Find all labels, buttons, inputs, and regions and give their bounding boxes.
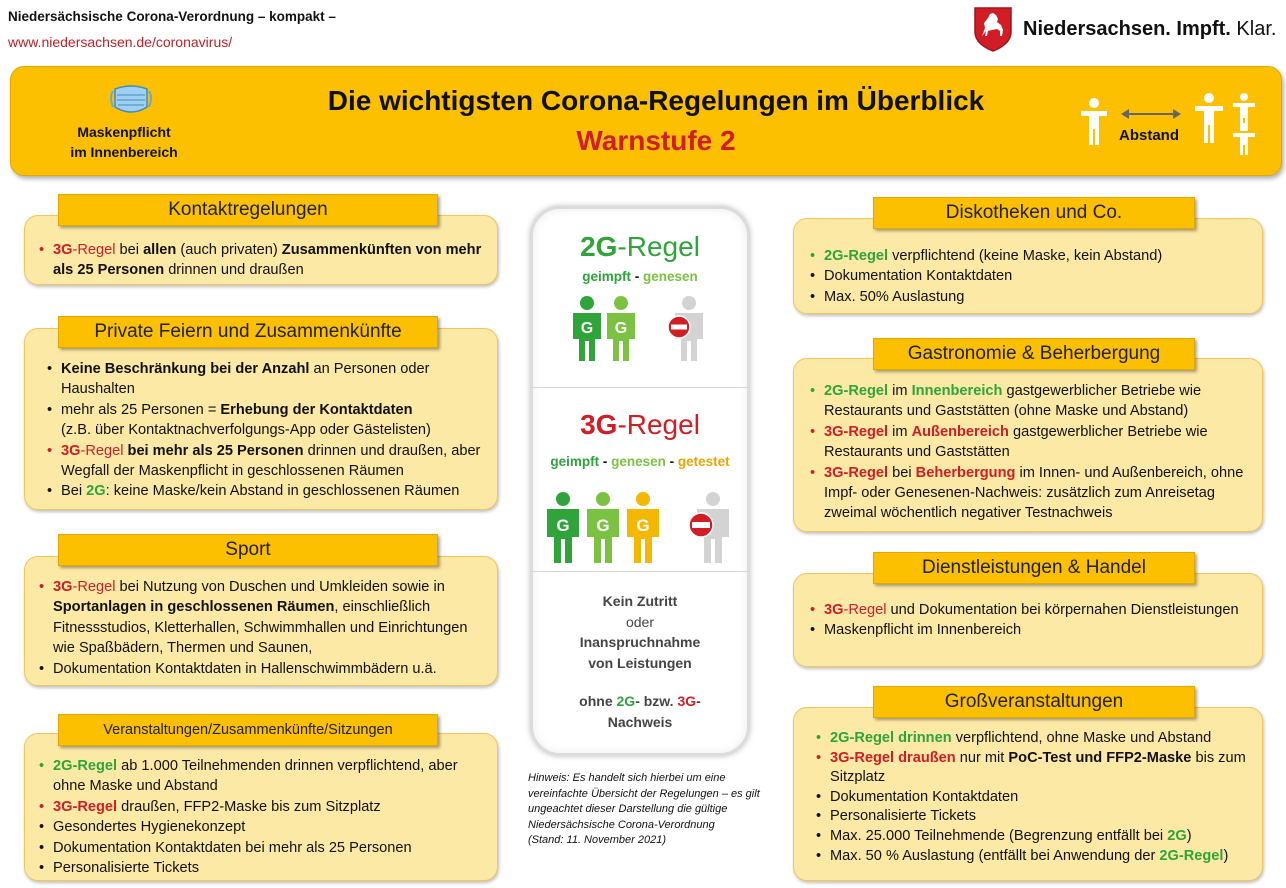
vaccinated-label: geimpft	[582, 269, 631, 284]
text: verpflichtend, ohne Maske und Abstand	[951, 730, 1212, 746]
list-item	[53, 797, 485, 817]
text-bold: Erhebung der Kontaktdaten	[220, 401, 413, 418]
feiern-title: Private Feiern und Zusammenkünfte	[58, 316, 438, 348]
divider	[533, 387, 747, 388]
rule-suffix: -Regel	[72, 242, 116, 258]
text: im Innen- und Außenbereich, ohne Impf- oder Genesenen-Nachweis: zusätzlich zum Anreisetag zweimal wöchentlich negativer Testnachweis	[824, 464, 1244, 522]
rule-2g: 2G	[616, 693, 636, 709]
feiern-section	[24, 328, 498, 510]
list-item	[830, 847, 1250, 867]
list-item	[830, 827, 1250, 847]
text: Dokumentation Kontaktdaten	[824, 268, 1013, 285]
text: Max. 25.000 Teilnehmende (Begrenzung entfällt bei	[830, 827, 1168, 844]
text: Max. 50% Auslastung	[824, 288, 965, 305]
text: - bzw.	[635, 693, 678, 709]
mask-label-line: im Innenbereich	[70, 144, 178, 160]
rule-3g: 3G	[61, 442, 81, 459]
rule-2g-subtitle	[533, 269, 747, 284]
separator: -	[665, 454, 678, 469]
vaccinated-label: geimpft	[550, 454, 600, 469]
text: an Personen oder Haushalten	[61, 361, 430, 398]
rule-3g-title	[533, 409, 747, 441]
disko-title: Diskotheken und Co.	[873, 197, 1195, 229]
figure-letter: G	[614, 320, 628, 337]
figure-letter: G	[636, 516, 650, 535]
rule-3g: 3G-Regel	[53, 798, 118, 815]
text-bold: allen	[143, 242, 177, 258]
text: Dokumentation Kontaktdaten bei mehr als 25 Personen	[53, 839, 412, 856]
text: Personalisierte Tickets	[830, 808, 976, 825]
list-item	[824, 422, 1244, 463]
text: Maskenpflicht im Innenbereich	[824, 622, 1022, 639]
sport-list	[33, 577, 485, 679]
rule-2g: 2G-Regel	[824, 248, 889, 264]
outdoor-label: Außenbereich	[911, 423, 1009, 440]
list-item	[824, 620, 1244, 640]
list-item	[824, 600, 1244, 620]
document-title: Niedersächsische Corona-Verordnung – kompakt –	[8, 9, 336, 24]
no-entry-person-icon	[685, 491, 731, 563]
coronavirus-link[interactable]: www.niedersachsen.de/coronavirus/	[8, 34, 233, 50]
text: bis zum Sitzplatz	[830, 749, 1246, 786]
recovered-person-icon	[585, 491, 621, 563]
text: Bei	[61, 483, 87, 500]
text: mehr als 25 Personen =	[61, 401, 221, 418]
note-text: Hinweis: Es handelt sich hierbei um eine vereinfachte Übersicht der Regelungen – es gilt ungeachtet dieser Darstellung die gültige Niedersächsische Corona-Verordnung	[528, 772, 760, 831]
tested-label: getestet	[677, 454, 730, 469]
text: )	[1186, 827, 1192, 844]
rule-3g: 3G	[580, 409, 618, 440]
list-item	[53, 817, 485, 837]
rule-2g: 2G-Regel	[1159, 847, 1224, 864]
list-item	[61, 481, 487, 501]
kontakt-title: Kontaktregelungen	[58, 194, 438, 226]
rule-3g: 3G	[53, 579, 73, 595]
list-item	[830, 729, 1250, 749]
veranst-list	[33, 756, 485, 878]
text: bei Nutzung von Duschen und Umkleiden sowie in	[115, 579, 445, 595]
feiern-list	[41, 359, 487, 502]
note-date: (Stand: 11. November 2021)	[528, 834, 666, 847]
text-bold: PoC-Test und FFP2-Maske	[1008, 749, 1192, 766]
list-item	[61, 400, 487, 441]
list-item	[830, 749, 1250, 788]
rule-2g: 2G	[86, 483, 106, 500]
sport-section	[24, 556, 498, 686]
list-item	[61, 359, 487, 400]
figure-letter: G	[556, 516, 570, 535]
list-item	[53, 858, 485, 878]
text: -	[696, 693, 701, 709]
list-item	[824, 287, 1252, 307]
text: : keine Maske/kein Abstand in geschlossenen Räumen	[105, 483, 460, 500]
disko-list	[804, 246, 1252, 307]
text: bei	[115, 242, 144, 258]
kontakt-list	[33, 240, 483, 281]
text-bold: Zusammenkünften von mehr als 25 Personen	[53, 242, 482, 279]
vaccinated-person-icon	[571, 295, 603, 361]
text: Max. 50 % Auslastung (entfällt bei Anwendung der	[830, 847, 1160, 864]
text: draußen, FFP2-Maske bis zum Sitzplatz	[117, 798, 381, 815]
accommodation-label: Beherbergung	[915, 464, 1016, 481]
gastro-list	[804, 381, 1244, 524]
text: , einschließlich Fitnessstudios, Kletterhallen, Schwimmhallen und Einrichtungen wie Spaßbädern, Thermen und Saunen,	[53, 599, 468, 657]
dienst-title: Dienstleistungen & Handel	[873, 552, 1195, 584]
text: und Dokumentation bei körpernahen Dienstleistungen	[886, 602, 1239, 618]
certificate-rules-card	[530, 206, 750, 756]
mask-label-line: Maskenpflicht	[77, 124, 171, 140]
rule-3g: 3G-Regel draußen	[830, 749, 956, 766]
page-title: Die wichtigsten Corona-Regelungen im Überblick	[327, 85, 985, 116]
text: (auch privaten)	[176, 242, 282, 258]
rule-2g: 2G	[580, 231, 618, 262]
rule-3g-subtitle	[533, 454, 747, 469]
gross-list	[810, 729, 1250, 866]
lower-saxony-horse-crest-icon	[973, 6, 1013, 52]
figure-letter: G	[596, 516, 610, 535]
rule-2g: 2G	[1167, 827, 1187, 844]
rule-3g: 3G-Regel	[824, 464, 889, 481]
no-access-text	[533, 591, 747, 673]
list-item	[61, 441, 487, 482]
recovered-person-icon	[605, 295, 637, 361]
rule-suffix: -Regel	[80, 442, 124, 459]
text: Personalisierte Tickets	[53, 860, 199, 877]
text: gastgewerblicher Betriebe wie Restaurants und Gaststätten (ohne Maske und Abstand)	[824, 383, 1202, 420]
gross-title: Großveranstaltungen	[873, 686, 1195, 718]
text: drinnen und draußen	[164, 262, 304, 279]
text: )	[1223, 847, 1229, 864]
veranst-title: Veranstaltungen/Zusammenkünfte/Sitzungen	[58, 714, 438, 746]
text-line: Nachweis	[607, 713, 673, 730]
dienst-section	[793, 573, 1263, 667]
list-item	[824, 381, 1244, 422]
text: nur mit	[955, 749, 1009, 766]
group-people-icon	[1189, 91, 1259, 155]
gastro-title: Gastronomie & Beherbergung	[873, 338, 1195, 370]
list-item	[824, 463, 1244, 524]
rule-suffix: -Regel	[72, 579, 116, 595]
brand-slogan-part: Klar.	[1236, 17, 1277, 40]
separator: -	[599, 454, 612, 469]
rule-suffix: -Regel	[617, 409, 700, 440]
text: gastgewerblicher Betriebe wie Restaurants und Gaststätten	[824, 423, 1208, 461]
divider	[533, 571, 747, 572]
brand-slogan-part: Niedersachsen.	[1023, 17, 1171, 40]
title-banner	[10, 66, 1282, 176]
list-item	[53, 838, 485, 858]
rule-2g: 2G-Regel drinnen	[830, 730, 952, 746]
rule-suffix: -Regel	[843, 602, 887, 618]
text-bold: Sportanlagen in geschlossenen Räumen	[53, 599, 335, 616]
text: im	[888, 423, 912, 440]
text-line: Inanspruchnahme	[579, 634, 701, 650]
text: bei	[888, 464, 916, 481]
rule-2g: 2G-Regel	[824, 383, 889, 399]
text: Gesondertes Hygienekonzept	[53, 819, 246, 836]
rule-2g-title	[533, 231, 747, 263]
brand-logo	[973, 6, 1276, 52]
rule-2g: 2G-Regel	[53, 758, 118, 774]
without-proof-text	[533, 691, 747, 732]
text: Dokumentation Kontaktdaten	[830, 788, 1019, 805]
rule-3g: 3G	[824, 602, 844, 618]
rule-suffix: -Regel	[617, 231, 700, 262]
list-item	[53, 659, 485, 679]
distance-person-icon	[1077, 97, 1111, 147]
distance-label: Abstand	[1119, 127, 1179, 144]
recovered-label: genesen	[611, 454, 666, 469]
list-item	[824, 246, 1252, 266]
text-line: von Leistungen	[588, 654, 692, 671]
list-item	[53, 756, 485, 797]
text: ohne	[579, 693, 617, 709]
list-item	[53, 577, 485, 659]
veranst-section	[24, 733, 498, 881]
rule-3g: 3G-Regel	[824, 423, 889, 440]
mask-requirement-label	[59, 122, 189, 162]
text: Dokumentation Kontaktdaten in Hallenschwimmbädern u.ä.	[53, 660, 437, 677]
separator: -	[630, 269, 643, 284]
vaccinated-person-icon	[545, 491, 581, 563]
text-line: Kein Zutritt	[602, 593, 678, 609]
no-entry-person-icon	[665, 295, 705, 361]
text: ab 1.000 Teilnehmenden drinnen verpflichtend, aber ohne Maske und Abstand	[53, 758, 458, 795]
text: drinnen und draußen, aber Wegfall der Maskenpflicht in geschlossenen Räumen	[61, 442, 481, 480]
recovered-label: genesen	[642, 269, 698, 284]
text-line: oder	[625, 613, 655, 630]
disclaimer-note	[528, 771, 760, 849]
disko-section	[793, 218, 1263, 314]
gross-section	[793, 707, 1263, 881]
tested-person-icon	[625, 491, 661, 563]
rule-3g: 3G	[677, 693, 697, 709]
list-item	[824, 266, 1252, 286]
figure-letter: G	[580, 320, 594, 337]
text: verpflichtend (keine Maske, kein Abstand)	[888, 248, 1163, 264]
distance-arrow-icon	[1119, 107, 1183, 121]
text: im	[888, 383, 912, 399]
text: (z.B. über Kontaktnachverfolgungs-App oder Gästelisten)	[61, 422, 431, 439]
text-line	[533, 691, 747, 712]
rule-3g: 3G	[53, 242, 73, 258]
list-item	[53, 240, 483, 281]
brand-slogan	[1023, 18, 1276, 41]
warning-level: Warnstufe 2	[576, 125, 736, 156]
list-item	[830, 807, 1250, 827]
text-bold: bei mehr als 25 Personen	[123, 442, 304, 459]
dienst-list	[804, 600, 1244, 641]
indoor-label: Innenbereich	[911, 383, 1003, 399]
sport-title: Sport	[58, 534, 438, 566]
gastro-section	[793, 358, 1263, 532]
list-item	[830, 788, 1250, 808]
face-mask-icon	[107, 83, 155, 117]
text-bold: Keine Beschränkung bei der Anzahl	[61, 361, 310, 377]
brand-slogan-part: Impft.	[1176, 17, 1231, 40]
